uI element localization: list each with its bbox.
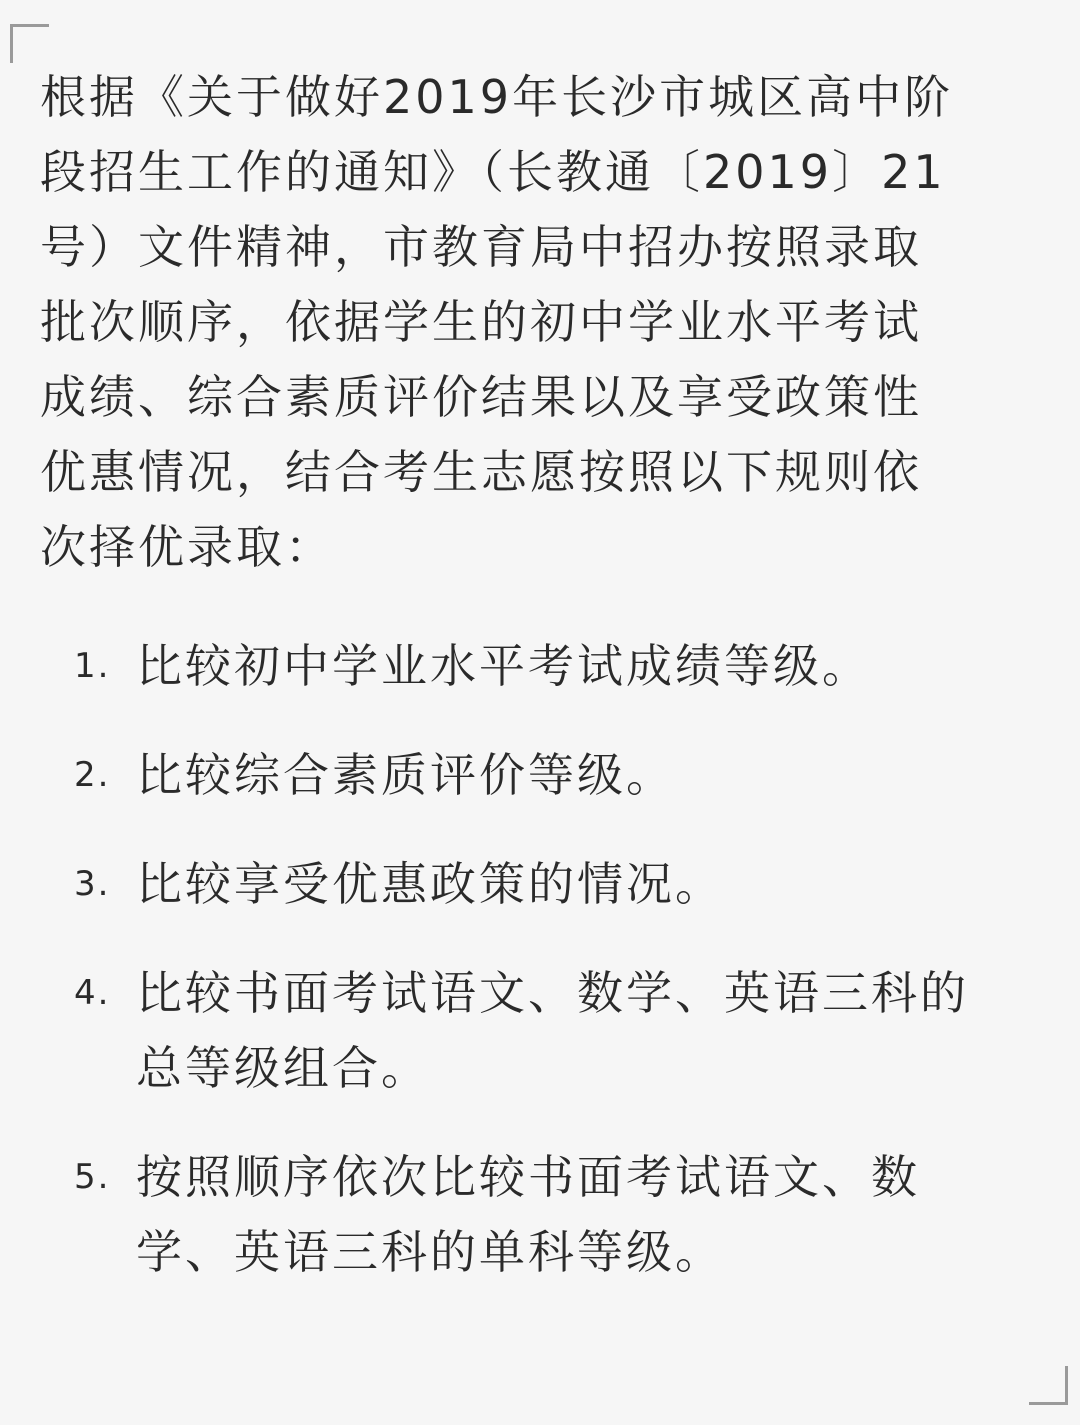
rule-text — [136, 1140, 1048, 1290]
bottom-right-corner-mark — [1029, 1366, 1068, 1405]
rule-number: 2. — [74, 755, 111, 795]
rule-item-3 — [40, 847, 1048, 922]
rule-item-5 — [40, 1140, 1048, 1290]
intro-line: 批次顺序，依据学生的初中学业水平考试 — [40, 295, 922, 349]
rule-item-4 — [40, 956, 1048, 1106]
rule-text — [136, 956, 1048, 1106]
rules-list — [40, 629, 1048, 1290]
intro-paragraph — [40, 60, 1048, 585]
rule-line: 比较综合素质评价等级。 — [136, 748, 675, 802]
intro-line: 成绩、综合素质评价结果以及享受政策性 — [40, 370, 922, 424]
top-left-corner-mark — [10, 24, 49, 63]
rule-number: 5. — [74, 1157, 111, 1197]
intro-line: 优惠情况，结合考生志愿按照以下规则依 — [40, 445, 922, 499]
document-body — [40, 60, 1048, 1324]
rule-line: 总等级组合。 — [136, 1041, 430, 1095]
rule-number: 1. — [74, 646, 111, 686]
intro-line: 次择优录取： — [40, 520, 334, 574]
intro-line: 号）文件精神，市教育局中招办按照录取 — [40, 220, 922, 274]
rule-text — [136, 629, 1048, 704]
intro-line: 段招生工作的通知》（长教通〔2019〕21 — [40, 145, 946, 199]
rule-number: 4. — [74, 973, 111, 1013]
rule-number: 3. — [74, 864, 111, 904]
rule-line: 比较书面考试语文、数学、英语三科的 — [136, 966, 969, 1020]
intro-line: 根据《关于做好2019年长沙市城区高中阶 — [40, 70, 954, 124]
rule-line: 比较初中学业水平考试成绩等级。 — [136, 639, 871, 693]
rule-text — [136, 847, 1048, 922]
rule-line: 按照顺序依次比较书面考试语文、数 — [136, 1150, 920, 1204]
rule-line: 学、英语三科的单科等级。 — [136, 1225, 724, 1279]
rule-line: 比较享受优惠政策的情况。 — [136, 857, 724, 911]
rule-item-2 — [40, 738, 1048, 813]
rule-item-1 — [40, 629, 1048, 704]
rule-text — [136, 738, 1048, 813]
